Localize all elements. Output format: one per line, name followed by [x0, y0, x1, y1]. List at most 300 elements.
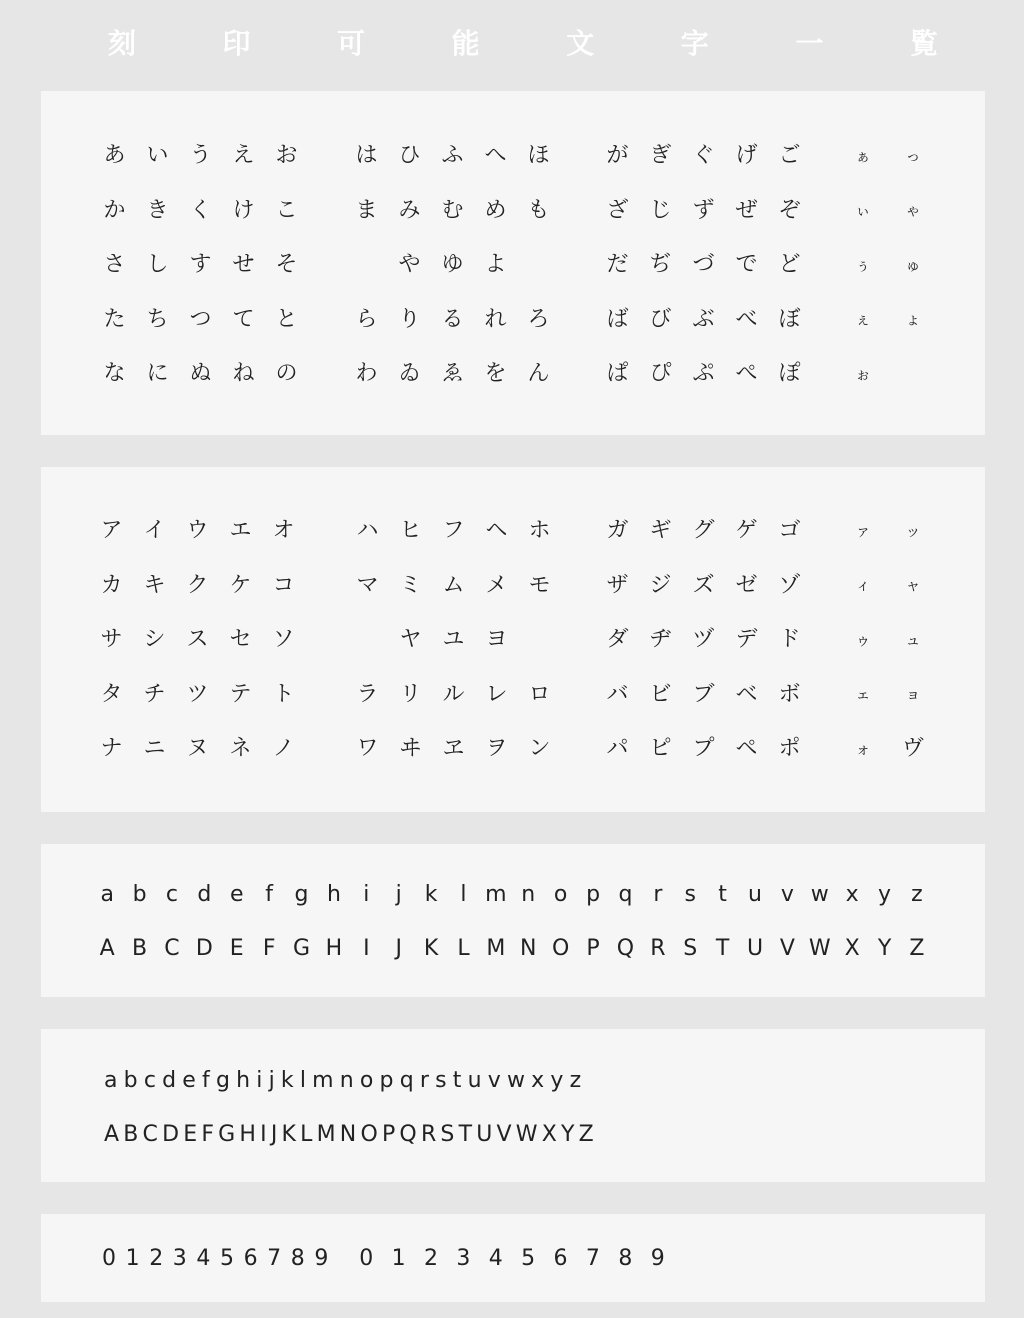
- latin-wide-uppercase-row: [91, 928, 933, 968]
- kana-character: め: [484, 197, 507, 223]
- kana-row: [838, 613, 938, 668]
- latin-character: L: [457, 935, 470, 961]
- latin-character: T: [458, 1121, 473, 1147]
- latin-character: h: [326, 881, 341, 907]
- kana-character: ず: [692, 197, 715, 223]
- kana-character: ョ: [905, 685, 921, 704]
- kana-character: た: [103, 306, 126, 332]
- kana-character: も: [527, 197, 550, 223]
- kana-character: り: [398, 306, 421, 332]
- kana-character: ピ: [649, 736, 672, 762]
- latin-character: r: [419, 1067, 429, 1093]
- kana-character: ん: [527, 361, 550, 387]
- latin-wide-panel: [41, 844, 985, 997]
- digit-character: 4: [488, 1245, 503, 1271]
- hiragana-ha-wa-block: [345, 129, 560, 402]
- latin-character: N: [339, 1121, 357, 1147]
- kana-character: し: [146, 252, 169, 278]
- kana-row: [838, 668, 938, 723]
- digit-character: 9: [650, 1245, 665, 1271]
- latin-character: o: [359, 1067, 374, 1093]
- kana-character: カ: [100, 572, 123, 598]
- kana-character: な: [103, 361, 126, 387]
- latin-character: b: [123, 1067, 138, 1093]
- kana-character: ス: [186, 627, 209, 653]
- latin-character: k: [280, 1067, 294, 1093]
- latin-character: y: [550, 1067, 564, 1093]
- kana-character: ぁ: [855, 146, 871, 165]
- latin-character: C: [164, 935, 180, 961]
- kana-row: [838, 347, 938, 402]
- latin-character: F: [201, 1121, 214, 1147]
- latin-character: O: [360, 1121, 378, 1147]
- latin-character: v: [780, 881, 794, 907]
- digits-narrow-row: [102, 1238, 338, 1278]
- digit-character: 8: [290, 1245, 305, 1271]
- kana-character: ソ: [272, 627, 295, 653]
- kana-character: チ: [143, 681, 166, 707]
- latin-character: w: [506, 1067, 525, 1093]
- digit-character: 0: [102, 1245, 116, 1271]
- katakana-basic-block: [90, 504, 305, 777]
- kana-row: [93, 293, 308, 348]
- kana-character: ツ: [186, 681, 209, 707]
- latin-character: P: [381, 1121, 396, 1147]
- latin-character: a: [104, 1067, 118, 1093]
- kana-character: ユ: [442, 627, 465, 653]
- kana-character: せ: [232, 252, 255, 278]
- latin-character: V: [779, 935, 795, 961]
- kana-row: [346, 613, 561, 668]
- kana-character: ビ: [649, 681, 672, 707]
- kana-character: ェ: [855, 685, 871, 704]
- kana-row: [90, 722, 305, 777]
- hiragana-small-block: [838, 129, 938, 402]
- latin-character: k: [424, 881, 438, 907]
- katakana-panel: [41, 467, 985, 812]
- latin-character: q: [399, 1067, 414, 1093]
- kana-character: ゾ: [778, 572, 801, 598]
- kana-character: ぱ: [606, 361, 629, 387]
- digit-character: 3: [456, 1245, 471, 1271]
- latin-character: I: [363, 935, 370, 961]
- kana-row: [596, 184, 811, 239]
- latin-character: N: [520, 935, 537, 961]
- title-character: 一: [795, 27, 824, 60]
- kana-character: ぃ: [855, 201, 871, 220]
- latin-character: A: [99, 935, 115, 961]
- kana-character: ぜ: [735, 197, 758, 223]
- kana-character: ヘ: [485, 518, 508, 544]
- kana-character: ト: [272, 681, 295, 707]
- kana-character: へ: [484, 143, 507, 169]
- kana-character: ヰ: [399, 736, 422, 762]
- kana-character: ア: [100, 518, 123, 544]
- latin-character: S: [683, 935, 698, 961]
- hiragana-voiced-block: [596, 129, 811, 402]
- latin-character: p: [379, 1067, 394, 1093]
- kana-character: ぼ: [778, 306, 801, 332]
- kana-character: を: [484, 361, 507, 387]
- kana-character: あ: [103, 143, 126, 169]
- latin-character: e: [182, 1067, 196, 1093]
- kana-character: ぅ: [855, 255, 871, 274]
- latin-character: S: [440, 1121, 455, 1147]
- kana-character: ほ: [527, 143, 550, 169]
- kana-character: ィ: [855, 576, 871, 595]
- latin-character: C: [142, 1121, 158, 1147]
- title-character: 可: [337, 27, 366, 60]
- kana-character: ナ: [100, 736, 123, 762]
- kana-character: だ: [606, 252, 629, 278]
- kana-character: グ: [692, 518, 715, 544]
- kana-character: ロ: [528, 681, 551, 707]
- latin-character: z: [911, 881, 923, 907]
- kana-row: [345, 184, 560, 239]
- kana-character: ヱ: [442, 736, 465, 762]
- kana-row: [596, 668, 811, 723]
- digit-character: 6: [553, 1245, 568, 1271]
- kana-character: が: [606, 143, 629, 169]
- kana-character: ふ: [441, 143, 464, 169]
- latin-character: E: [183, 1121, 198, 1147]
- kana-character: ぢ: [649, 252, 672, 278]
- kana-character: る: [441, 306, 464, 332]
- kana-character: ギ: [649, 518, 672, 544]
- kana-character: ズ: [692, 572, 715, 598]
- latin-character: c: [165, 881, 179, 907]
- latin-character: g: [215, 1067, 230, 1093]
- kana-character: ら: [355, 306, 378, 332]
- kana-row: [93, 184, 308, 239]
- kana-character: す: [189, 252, 212, 278]
- latin-character: p: [586, 881, 601, 907]
- kana-character: タ: [100, 681, 123, 707]
- latin-character: M: [486, 935, 506, 961]
- kana-character: エ: [229, 518, 252, 544]
- latin-character: e: [229, 881, 244, 907]
- kana-character: で: [735, 252, 758, 278]
- kana-character: ゆ: [441, 252, 464, 278]
- kana-character: ざ: [606, 197, 629, 223]
- kana-character: リ: [399, 681, 422, 707]
- kana-character: ヅ: [692, 627, 715, 653]
- latin-character: u: [748, 881, 762, 907]
- kana-character: つ: [189, 306, 212, 332]
- kana-character: よ: [484, 252, 507, 278]
- latin-character: f: [202, 1067, 210, 1093]
- kana-character: ぉ: [855, 364, 871, 383]
- kana-character: づ: [692, 252, 715, 278]
- kana-character: ラ: [356, 681, 379, 707]
- latin-character: V: [496, 1121, 512, 1147]
- latin-character: d: [197, 881, 212, 907]
- kana-character: ど: [778, 252, 801, 278]
- digit-character: 3: [172, 1245, 187, 1271]
- kana-character: ベ: [735, 681, 758, 707]
- kana-character: い: [146, 143, 169, 169]
- kana-character: ネ: [229, 736, 252, 762]
- kana-row: [346, 559, 561, 614]
- kana-character: ゃ: [905, 201, 921, 220]
- kana-character: に: [146, 361, 169, 387]
- kana-row: [596, 722, 811, 777]
- digit-character: 2: [149, 1245, 164, 1271]
- kana-character: ぴ: [649, 361, 672, 387]
- latin-character: i: [363, 881, 370, 907]
- kana-character: ゲ: [735, 518, 758, 544]
- kana-character: う: [189, 143, 212, 169]
- kana-row: [596, 613, 811, 668]
- title-character: 字: [680, 27, 709, 60]
- title-character: 覧: [909, 27, 938, 60]
- kana-character: む: [441, 197, 464, 223]
- kana-row: [346, 722, 561, 777]
- latin-character: A: [104, 1121, 120, 1147]
- kana-character: フ: [442, 518, 465, 544]
- kana-character: ろ: [527, 306, 550, 332]
- latin-narrow-panel: [41, 1029, 985, 1182]
- latin-character: W: [808, 935, 831, 961]
- kana-character: ぷ: [692, 361, 715, 387]
- kana-character: ぐ: [692, 143, 715, 169]
- kana-character: ま: [355, 197, 378, 223]
- kana-character: サ: [100, 627, 123, 653]
- latin-character: m: [312, 1067, 334, 1093]
- kana-character: け: [232, 197, 255, 223]
- latin-character: y: [878, 881, 892, 907]
- digit-character: 1: [391, 1245, 406, 1271]
- latin-character: Y: [877, 935, 892, 961]
- latin-character: n: [339, 1067, 354, 1093]
- latin-character: j: [395, 881, 402, 907]
- kana-character: げ: [735, 143, 758, 169]
- kana-character: び: [649, 306, 672, 332]
- kana-character: ジ: [649, 572, 672, 598]
- kana-row: [596, 238, 811, 293]
- kana-character: ぞ: [778, 197, 801, 223]
- kana-character: ゼ: [735, 572, 758, 598]
- latin-character: Y: [560, 1121, 575, 1147]
- title-character: 刻: [107, 27, 136, 60]
- latin-character: g: [294, 881, 309, 907]
- kana-character: ぺ: [735, 361, 758, 387]
- latin-character: l: [299, 1067, 306, 1093]
- latin-character: t: [452, 1067, 462, 1093]
- kana-character: ヴ: [901, 736, 924, 762]
- latin-character: J: [395, 935, 402, 961]
- latin-character: J: [270, 1121, 278, 1147]
- latin-character: X: [541, 1121, 557, 1147]
- kana-character: ウ: [186, 518, 209, 544]
- kana-character: か: [103, 197, 126, 223]
- kana-character: ヤ: [399, 627, 422, 653]
- kana-row: [838, 238, 938, 293]
- kana-row: [838, 129, 938, 184]
- kana-character: ょ: [905, 310, 921, 329]
- digits-wide-row: [350, 1238, 674, 1278]
- kana-character: ペ: [735, 736, 758, 762]
- kana-character: ゅ: [905, 255, 921, 274]
- latin-narrow-lowercase-row: [104, 1060, 587, 1100]
- kana-character: ひ: [398, 143, 421, 169]
- kana-character: の: [275, 361, 298, 387]
- latin-character: t: [718, 881, 727, 907]
- digit-character: 5: [521, 1245, 536, 1271]
- kana-character: ぇ: [855, 310, 871, 329]
- kana-character: ガ: [606, 518, 629, 544]
- latin-character: x: [845, 881, 859, 907]
- kana-character: ボ: [778, 681, 801, 707]
- latin-character: P: [586, 935, 600, 961]
- kana-character: モ: [528, 572, 551, 598]
- kana-character: ャ: [905, 576, 921, 595]
- latin-character: h: [236, 1067, 251, 1093]
- latin-character: i: [256, 1067, 263, 1093]
- latin-character: s: [435, 1067, 447, 1093]
- latin-character: o: [553, 881, 568, 907]
- kana-character: バ: [606, 681, 629, 707]
- kana-row: [345, 129, 560, 184]
- kana-character: パ: [606, 736, 629, 762]
- kana-character: テ: [229, 681, 252, 707]
- hiragana-basic-block: [93, 129, 308, 402]
- latin-character: U: [476, 1121, 493, 1147]
- kana-character: ド: [778, 627, 801, 653]
- kana-character: ミ: [399, 572, 422, 598]
- kana-character: ッ: [905, 521, 921, 540]
- latin-character: Z: [578, 1121, 594, 1147]
- digit-character: 7: [585, 1245, 600, 1271]
- latin-character: D: [162, 1121, 180, 1147]
- katakana-ha-wa-block: [346, 504, 561, 777]
- latin-character: r: [653, 881, 663, 907]
- latin-character: q: [618, 881, 633, 907]
- latin-character: D: [195, 935, 213, 961]
- latin-character: G: [218, 1121, 236, 1147]
- kana-character: ヌ: [186, 736, 209, 762]
- kana-character: と: [275, 306, 298, 332]
- kana-character: ヨ: [485, 627, 508, 653]
- kana-character: ン: [528, 736, 551, 762]
- kana-character: ゐ: [398, 361, 421, 387]
- latin-character: G: [293, 935, 311, 961]
- latin-character: I: [260, 1121, 267, 1147]
- kana-row: [596, 559, 811, 614]
- kana-character: べ: [735, 306, 758, 332]
- hiragana-panel: [41, 91, 985, 435]
- latin-character: b: [132, 881, 147, 907]
- kana-character: ザ: [606, 572, 629, 598]
- latin-character: H: [325, 935, 343, 961]
- kana-character: ヂ: [649, 627, 672, 653]
- kana-character: プ: [692, 736, 715, 762]
- digit-character: 2: [423, 1245, 438, 1271]
- kana-character: っ: [905, 146, 921, 165]
- kana-character: ケ: [229, 572, 252, 598]
- latin-character: R: [420, 1121, 437, 1147]
- kana-row: [346, 668, 561, 723]
- kana-character: ュ: [905, 630, 921, 649]
- latin-wide-lowercase-row: [91, 874, 933, 914]
- katakana-voiced-block: [596, 504, 811, 777]
- kana-row: [838, 293, 938, 348]
- latin-character: j: [268, 1067, 275, 1093]
- latin-character: m: [485, 881, 507, 907]
- kana-character: キ: [143, 572, 166, 598]
- kana-row: [345, 293, 560, 348]
- kana-character: ク: [186, 572, 209, 598]
- kana-character: メ: [485, 572, 508, 598]
- kana-character: ぎ: [649, 143, 672, 169]
- kana-character: え: [232, 143, 255, 169]
- kana-row: [596, 347, 811, 402]
- digit-character: 1: [125, 1245, 140, 1271]
- kana-row: [345, 238, 560, 293]
- kana-character: ワ: [356, 736, 379, 762]
- kana-row: [345, 347, 560, 402]
- latin-character: a: [100, 881, 114, 907]
- digit-character: 7: [267, 1245, 282, 1271]
- kana-row: [90, 504, 305, 559]
- kana-character: ム: [442, 572, 465, 598]
- latin-character: E: [229, 935, 244, 961]
- kana-character: お: [275, 143, 298, 169]
- latin-character: U: [746, 935, 764, 961]
- latin-character: O: [552, 935, 570, 961]
- latin-character: W: [515, 1121, 538, 1147]
- latin-character: u: [467, 1067, 482, 1093]
- latin-character: c: [143, 1067, 156, 1093]
- kana-character: ば: [606, 306, 629, 332]
- latin-character: K: [281, 1121, 296, 1147]
- kana-character: コ: [272, 572, 295, 598]
- latin-character: x: [531, 1067, 545, 1093]
- latin-character: Q: [616, 935, 635, 961]
- latin-narrow-uppercase-row: [104, 1114, 598, 1154]
- kana-character: イ: [143, 518, 166, 544]
- title-character: 文: [566, 27, 595, 60]
- kana-row: [93, 238, 308, 293]
- latin-character: z: [569, 1067, 582, 1093]
- latin-character: T: [715, 935, 730, 961]
- kana-row: [596, 293, 811, 348]
- digit-character: 9: [314, 1245, 329, 1271]
- latin-character: K: [423, 935, 439, 961]
- kana-row: [838, 722, 938, 777]
- kana-row: [838, 184, 938, 239]
- kana-character: は: [355, 143, 378, 169]
- kana-character: み: [398, 197, 421, 223]
- latin-character: F: [262, 935, 276, 961]
- kana-character: ゴ: [778, 518, 801, 544]
- kana-character: ル: [442, 681, 465, 707]
- kana-character: ご: [778, 143, 801, 169]
- kana-row: [346, 504, 561, 559]
- kana-character: れ: [484, 306, 507, 332]
- kana-character: ブ: [692, 681, 715, 707]
- digit-character: 0: [359, 1245, 374, 1271]
- digits-panel: [41, 1214, 985, 1302]
- kana-character: ち: [146, 306, 169, 332]
- kana-character: ぶ: [692, 306, 715, 332]
- latin-character: d: [162, 1067, 177, 1093]
- latin-character: n: [521, 881, 536, 907]
- latin-character: R: [650, 935, 666, 961]
- kana-character: マ: [356, 572, 379, 598]
- kana-character: ゑ: [441, 361, 464, 387]
- latin-character: X: [844, 935, 860, 961]
